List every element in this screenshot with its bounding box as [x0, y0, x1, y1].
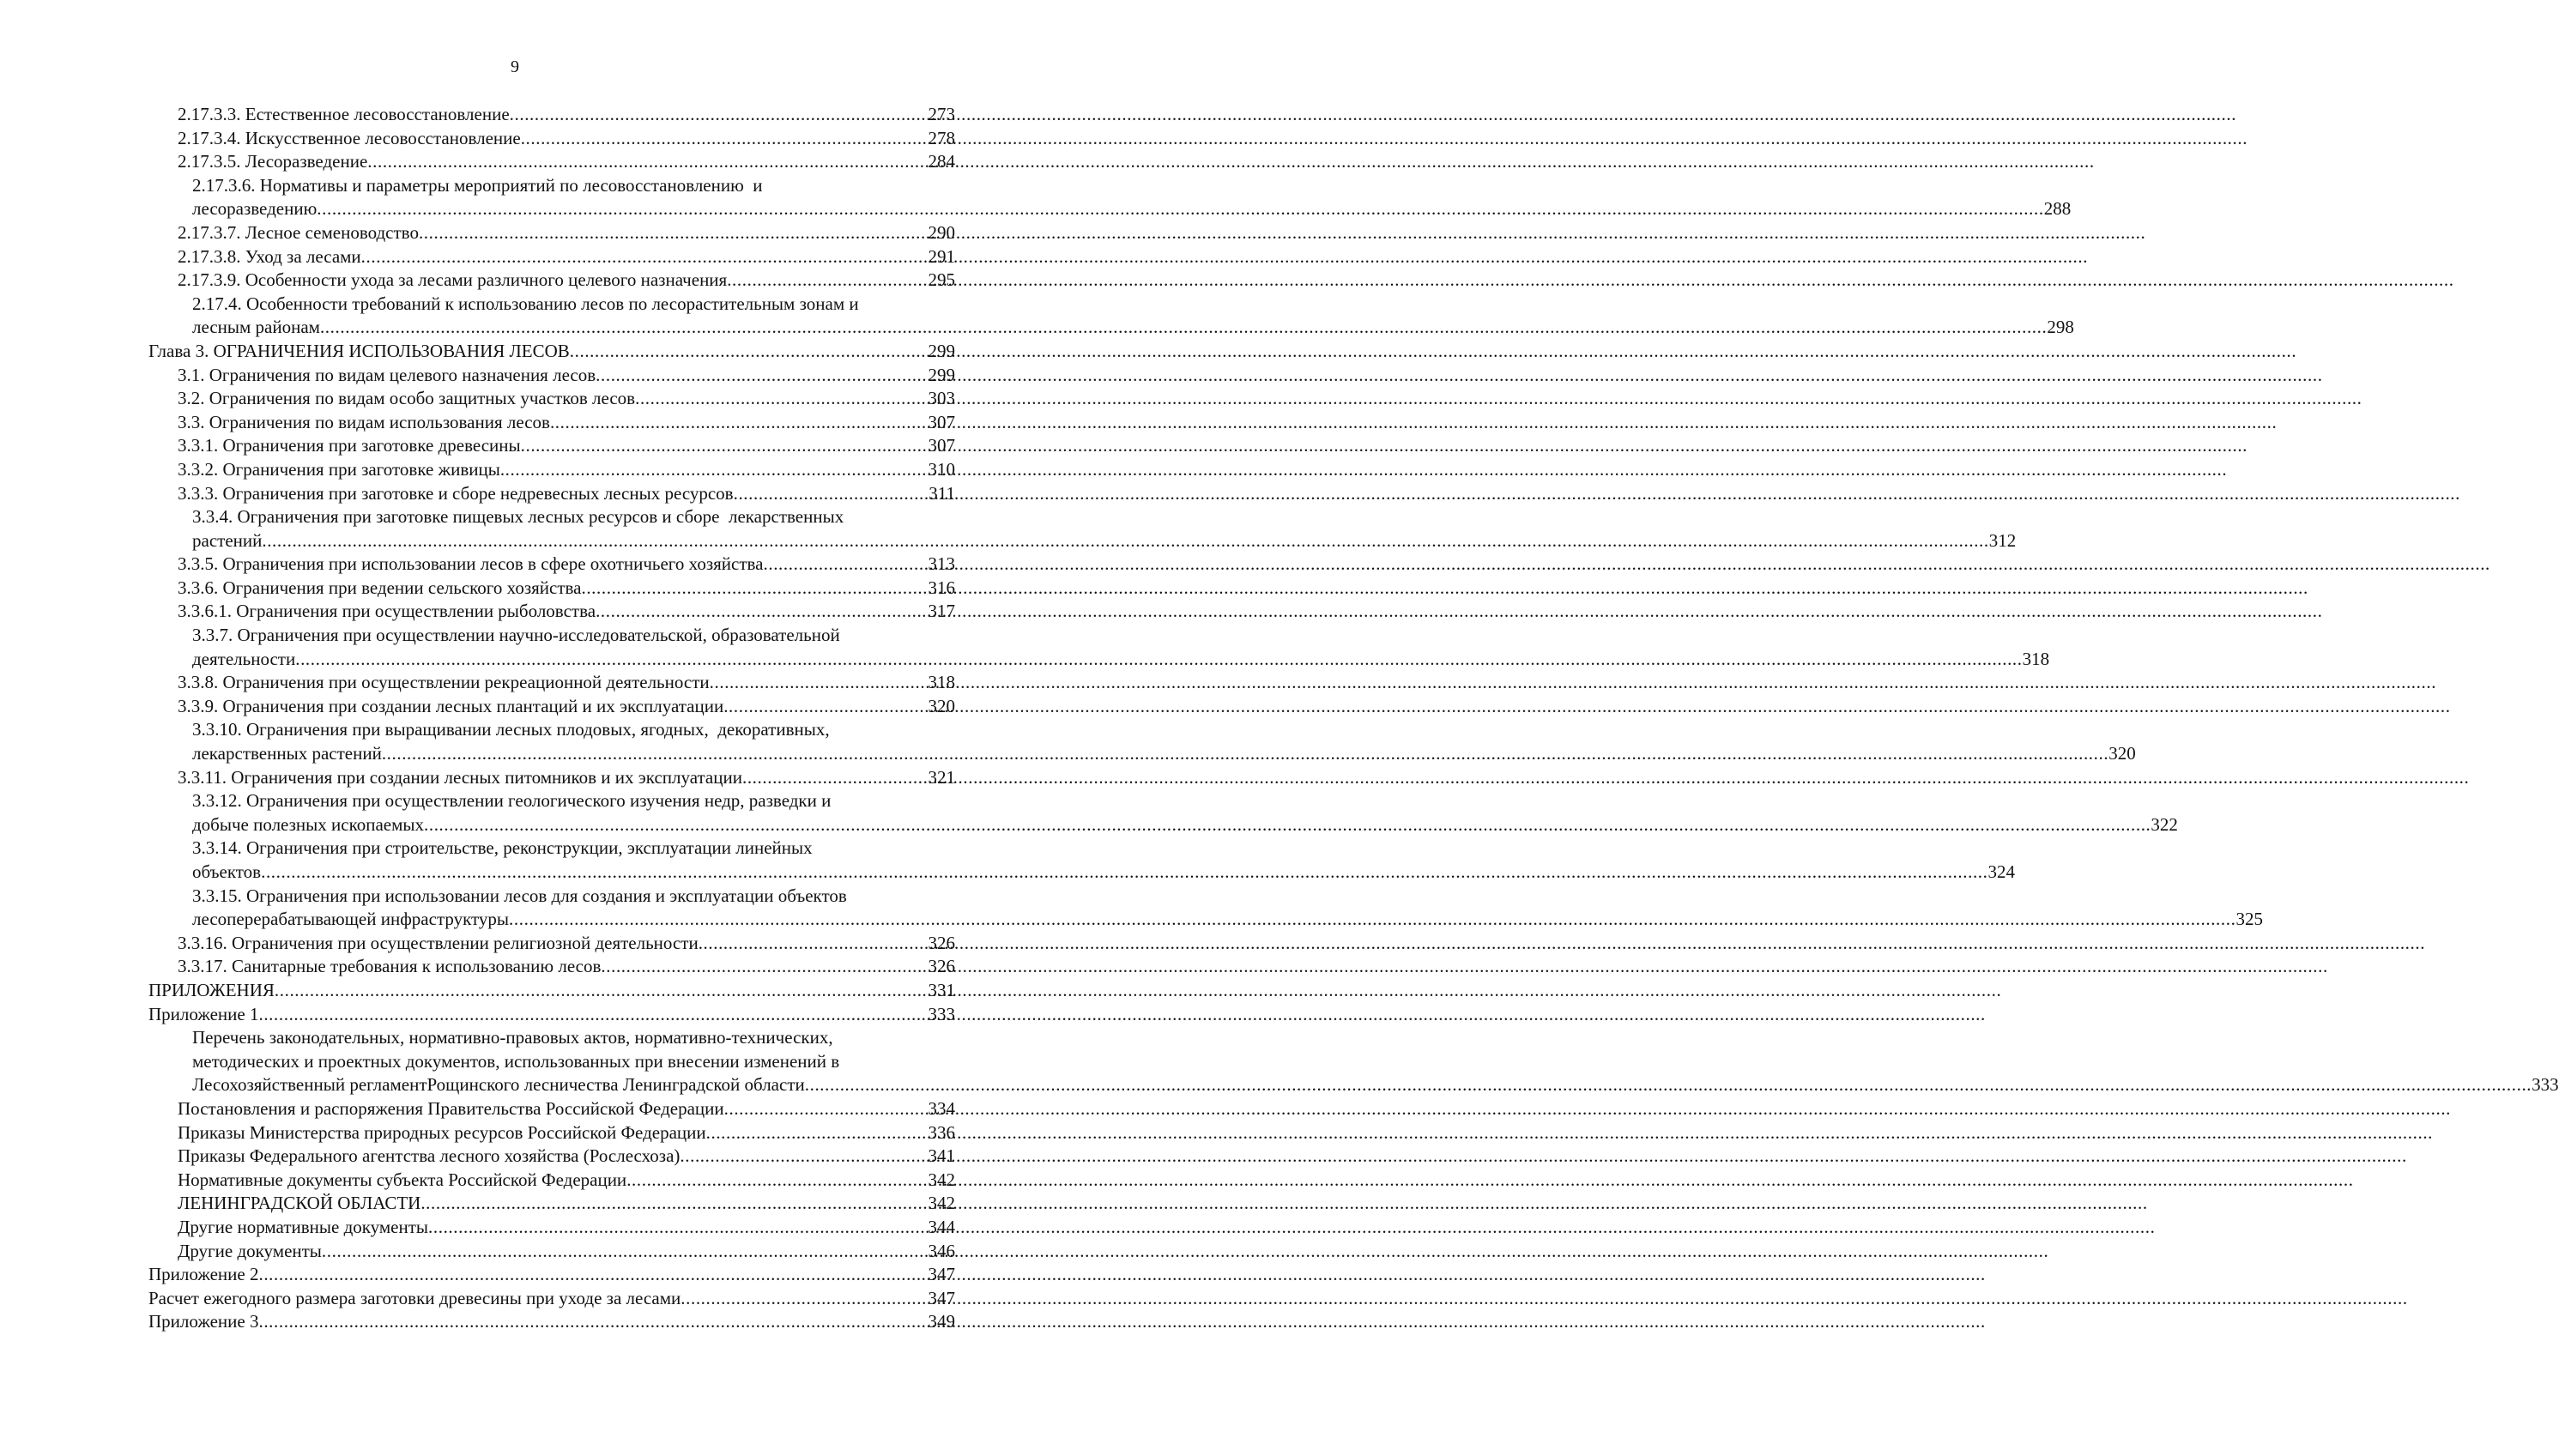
dot-leader	[699, 932, 929, 956]
toc-entry-title: Глава 3. ОГРАНИЧЕНИЯ ИСПОЛЬЗОВАНИЯ ЛЕСОВ	[148, 340, 570, 361]
toc-entry-title: 2.17.3.5. Лесоразведение	[178, 151, 368, 172]
toc-entry-title: 2.17.3.6. Нормативы и параметры мероприятий по лесовосстановлению и	[192, 174, 763, 196]
toc-entry[interactable]	[148, 624, 2050, 671]
toc-entry-page: 299	[928, 364, 955, 385]
toc-entry[interactable]	[148, 1263, 955, 1287]
toc-entry-title: 3.3.6. Ограничения при ведении сельского хозяйства	[178, 577, 582, 598]
toc-entry-page: 310	[928, 458, 955, 480]
toc-entry-page: 311	[929, 482, 955, 504]
toc-entry[interactable]	[148, 174, 2072, 221]
dot-leader	[521, 434, 929, 458]
toc-entry[interactable]	[148, 932, 955, 956]
toc-entry-page: 303	[928, 388, 955, 409]
dot-leader	[317, 198, 2043, 219]
toc-entry-title: Перечень законодательных, нормативно-правовых актов, нормативно-технических,	[192, 1027, 833, 1048]
toc-entry-title: объектов	[192, 861, 262, 882]
dot-leader	[262, 530, 1988, 551]
toc-entry-title: Другие нормативные документы	[178, 1216, 429, 1237]
toc-entry[interactable]	[148, 387, 955, 411]
toc-entry-title: лесоразведению	[192, 198, 318, 220]
toc-entry-page: 320	[2108, 743, 2136, 764]
toc-entry-title: Расчет ежегодного размера заготовки древесины при уходе за лесами	[148, 1287, 681, 1308]
toc-entry[interactable]	[148, 411, 955, 435]
toc-entry-page: 342	[928, 1169, 955, 1190]
toc-entry[interactable]	[148, 340, 955, 364]
toc-entry[interactable]	[148, 837, 2015, 884]
toc-entry[interactable]	[148, 600, 955, 624]
toc-entry-title: 2.17.3.7. Лесное семеноводство	[178, 221, 419, 243]
toc-entry-title: растений	[192, 529, 263, 551]
dot-leader	[723, 695, 928, 719]
toc-entry-title: Постановления и распоряжения Правительства Российской Федерации	[178, 1097, 724, 1119]
toc-entry[interactable]	[148, 979, 955, 1003]
dot-leader	[509, 909, 2235, 929]
toc-entry[interactable]	[148, 1216, 955, 1240]
dot-leader	[742, 766, 929, 790]
toc-entry-page: 333	[928, 1003, 955, 1024]
toc-entry[interactable]	[148, 718, 2136, 765]
dot-leader	[275, 979, 929, 1003]
toc-entry[interactable]	[148, 1287, 955, 1311]
toc-entry[interactable]	[148, 1145, 955, 1169]
toc-entry-page: 307	[928, 411, 955, 432]
toc-entry-title: деятельности	[192, 648, 296, 669]
toc-entry-page: 326	[928, 956, 955, 977]
dot-leader	[510, 103, 929, 127]
toc-entry-title: 2.17.3.8. Уход за лесами	[178, 245, 361, 267]
dot-leader	[581, 577, 928, 601]
toc-entry-title: Лесохозяйственный регламентРощинского лесничества Ленинградской области	[192, 1074, 805, 1096]
toc-entry-title: методических и проектных документов, использованных при внесении изменений в	[192, 1050, 840, 1072]
toc-entry-page: 317	[928, 601, 955, 622]
toc-entry[interactable]	[148, 1121, 955, 1145]
toc-entry-page: 344	[928, 1216, 955, 1237]
dot-leader	[361, 245, 929, 269]
toc-entry-title: 3.3.4. Ограничения при заготовке пищевых лесных ресурсов и сборе лекарственных	[192, 506, 844, 528]
toc-entry-page: 288	[2043, 198, 2072, 220]
toc-entry-page: 298	[2047, 317, 2074, 338]
toc-entry-page: 307	[928, 435, 955, 456]
dot-leader	[521, 127, 929, 151]
toc-entry-title: Приказы Министерства природных ресурсов Российской Федерации	[178, 1121, 706, 1143]
toc-entry-title: 3.3.17. Санитарные требования к использованию лесов	[178, 956, 602, 977]
toc-entry-title: Приложение 2	[148, 1264, 259, 1285]
toc-entry-title: 2.17.4. Особенности требований к использованию лесов по лесорастительным зонам и	[192, 293, 859, 314]
toc-entry[interactable]	[148, 269, 955, 293]
dot-leader	[420, 1192, 928, 1216]
toc-entry-page: 316	[928, 577, 955, 598]
dot-leader	[596, 364, 928, 388]
toc-entry[interactable]	[148, 671, 955, 695]
toc-entry-page: 349	[928, 1311, 955, 1332]
toc-entry[interactable]	[148, 482, 955, 506]
toc-entry[interactable]	[148, 103, 955, 127]
dot-leader	[706, 1121, 929, 1145]
toc-entry-title: 3.3.9. Ограничения при создании лесных плантаций и их эксплуатации	[178, 695, 724, 716]
toc-entry-title: 3.3.11. Ограничения при создании лесных питомников и их эксплуатации	[178, 766, 742, 788]
toc-entry-title: лесоперерабатывающей инфраструктуры	[192, 909, 510, 930]
toc-entry[interactable]	[148, 1026, 2559, 1097]
toc-entry-title: 3.3.12. Ограничения при осуществлении геологического изучения недр, разведки и	[192, 790, 832, 812]
toc-entry-title: Приказы Федерального агентства лесного хозяйства (Рослесхоза)	[178, 1145, 681, 1167]
toc-entry[interactable]	[148, 505, 2017, 553]
toc-entry[interactable]	[148, 127, 955, 151]
toc-entry-page: 318	[2022, 648, 2050, 669]
dot-leader	[424, 814, 2151, 835]
toc-entry-title: 3.3.15. Ограничения при использовании лесов для создания и эксплуатации объектов	[192, 885, 847, 906]
toc-entry[interactable]	[148, 1240, 955, 1264]
toc-entry[interactable]	[148, 553, 955, 577]
dot-leader	[681, 1287, 928, 1311]
toc-entry[interactable]	[148, 364, 955, 388]
toc-entry-page: 322	[2151, 813, 2178, 835]
toc-entry-page: 295	[928, 269, 955, 291]
dot-leader	[680, 1145, 928, 1169]
toc-entry-title: Приложение 3	[148, 1311, 259, 1332]
dot-leader	[734, 482, 929, 506]
dot-leader	[261, 861, 1987, 882]
toc-entry-page: 342	[928, 1193, 955, 1214]
dot-leader	[367, 150, 928, 174]
toc-entry[interactable]	[148, 885, 2263, 932]
toc-entry-title: 3.3.10. Ограничения при выращивании лесных плодовых, ягодных, декоративных,	[192, 719, 830, 740]
page-number: 9	[511, 57, 519, 76]
toc-entry-page: 333	[2532, 1074, 2559, 1096]
toc-entry-page: 273	[928, 104, 955, 124]
dot-leader	[500, 458, 929, 482]
dot-leader	[550, 411, 929, 435]
dot-leader	[710, 671, 929, 695]
toc-entry-page: 299	[928, 340, 955, 361]
toc-entry-title: 3.3.3. Ограничения при заготовке и сборе недревесных лесных ресурсов	[178, 482, 734, 504]
toc-entry-title: лекарственных растений	[192, 743, 382, 764]
toc-entry-page: 341	[928, 1145, 955, 1167]
toc-entry-title: 3.3.16. Ограничения при осуществлении религиозной деятельности	[178, 932, 699, 953]
toc-entry[interactable]	[148, 766, 955, 790]
dot-leader	[805, 1074, 2532, 1095]
toc-entry-page: 321	[928, 766, 955, 788]
toc-entry-page: 346	[928, 1240, 955, 1261]
toc-entry-title: 3.3.8. Ограничения при осуществлении рекреационной деятельности	[178, 672, 710, 693]
toc-entry[interactable]	[148, 789, 2178, 837]
toc-entry-title: 3.3.7. Ограничения при осуществлении научно-исследовательской, образовательной	[192, 625, 840, 646]
table-of-contents	[148, 103, 2559, 1334]
toc-entry[interactable]	[148, 150, 955, 174]
toc-entry-page: 291	[928, 245, 955, 267]
toc-entry-title: добыче полезных ископаемых	[192, 813, 424, 835]
toc-entry[interactable]	[148, 1097, 955, 1121]
toc-entry-page: 334	[928, 1097, 955, 1119]
dot-leader	[626, 1169, 928, 1193]
dot-leader	[382, 743, 2108, 764]
toc-entry[interactable]	[148, 434, 955, 458]
toc-entry-title: ПРИЛОЖЕНИЯ	[148, 979, 275, 1000]
toc-entry[interactable]	[148, 1310, 955, 1334]
toc-entry[interactable]	[148, 293, 2074, 340]
dot-leader	[601, 955, 928, 979]
toc-entry[interactable]	[148, 577, 955, 601]
dot-leader	[724, 1097, 929, 1121]
toc-entry-page: 278	[928, 127, 955, 148]
toc-entry-title: 3.1. Ограничения по видам целевого назначения лесов	[178, 364, 596, 385]
toc-entry-title: 2.17.3.9. Особенности ухода за лесами различного целевого назначения	[178, 269, 728, 291]
dot-leader	[428, 1216, 928, 1240]
toc-entry-page: 320	[928, 695, 955, 716]
toc-entry[interactable]	[148, 458, 955, 482]
dot-leader	[320, 317, 2047, 337]
toc-entry[interactable]	[148, 1192, 955, 1216]
toc-entry[interactable]	[148, 1003, 955, 1027]
dot-leader	[258, 1310, 928, 1334]
dot-leader	[322, 1240, 929, 1264]
dot-leader	[258, 1003, 928, 1027]
toc-entry-page: 324	[1987, 861, 2015, 882]
toc-entry-title: 2.17.3.3. Естественное лесовосстановление	[178, 104, 510, 124]
toc-entry-title: 3.3.14. Ограничения при строительстве, реконструкции, эксплуатации линейных	[192, 837, 813, 859]
toc-entry[interactable]	[148, 221, 955, 245]
toc-entry-title: Нормативные документы субъекта Российской Федерации	[178, 1169, 627, 1190]
toc-entry-page: 284	[928, 151, 955, 172]
dot-leader	[570, 340, 929, 364]
dot-leader	[419, 221, 929, 245]
toc-entry-page: 331	[928, 979, 955, 1000]
dot-leader	[635, 387, 928, 411]
toc-entry-page: 336	[928, 1121, 955, 1143]
toc-entry-title: 3.3.5. Ограничения при использовании лесов в сфере охотничьего хозяйства	[178, 553, 764, 575]
toc-entry[interactable]	[148, 245, 955, 269]
dot-leader	[764, 553, 929, 577]
toc-entry-page: 318	[928, 672, 955, 693]
dot-leader	[295, 649, 2022, 669]
toc-entry[interactable]	[148, 1169, 955, 1193]
toc-entry-page: 347	[928, 1264, 955, 1285]
toc-entry-title: 3.2. Ограничения по видам особо защитных участков лесов	[178, 388, 636, 409]
toc-entry-page: 312	[1988, 529, 2017, 551]
toc-entry-page: 347	[928, 1287, 955, 1308]
toc-entry-title: Другие документы	[178, 1240, 322, 1261]
dot-leader	[258, 1263, 928, 1287]
toc-entry[interactable]	[148, 955, 955, 979]
toc-entry-title: 3.3.2. Ограничения при заготовке живицы	[178, 458, 500, 480]
toc-entry-title: лесным районам	[192, 317, 320, 338]
toc-entry-title: Приложение 1	[148, 1003, 259, 1024]
toc-entry-title: 3.3. Ограничения по видам использования лесов	[178, 411, 550, 432]
toc-entry-title: ЛЕНИНГРАДСКОЙ ОБЛАСТИ	[178, 1193, 421, 1214]
toc-entry-page: 313	[928, 553, 955, 575]
toc-entry[interactable]	[148, 695, 955, 719]
toc-entry-page: 290	[928, 221, 955, 243]
toc-entry-title: 3.3.1. Ограничения при заготовке древесины	[178, 435, 521, 456]
toc-entry-title: 3.3.6.1. Ограничения при осуществлении рыболовства	[178, 601, 596, 622]
dot-leader	[596, 600, 928, 624]
toc-entry-title: 2.17.3.4. Искусственное лесовосстановление	[178, 127, 521, 148]
dot-leader	[727, 269, 928, 293]
toc-entry-page: 325	[2235, 909, 2263, 930]
toc-entry-page: 326	[928, 932, 955, 953]
